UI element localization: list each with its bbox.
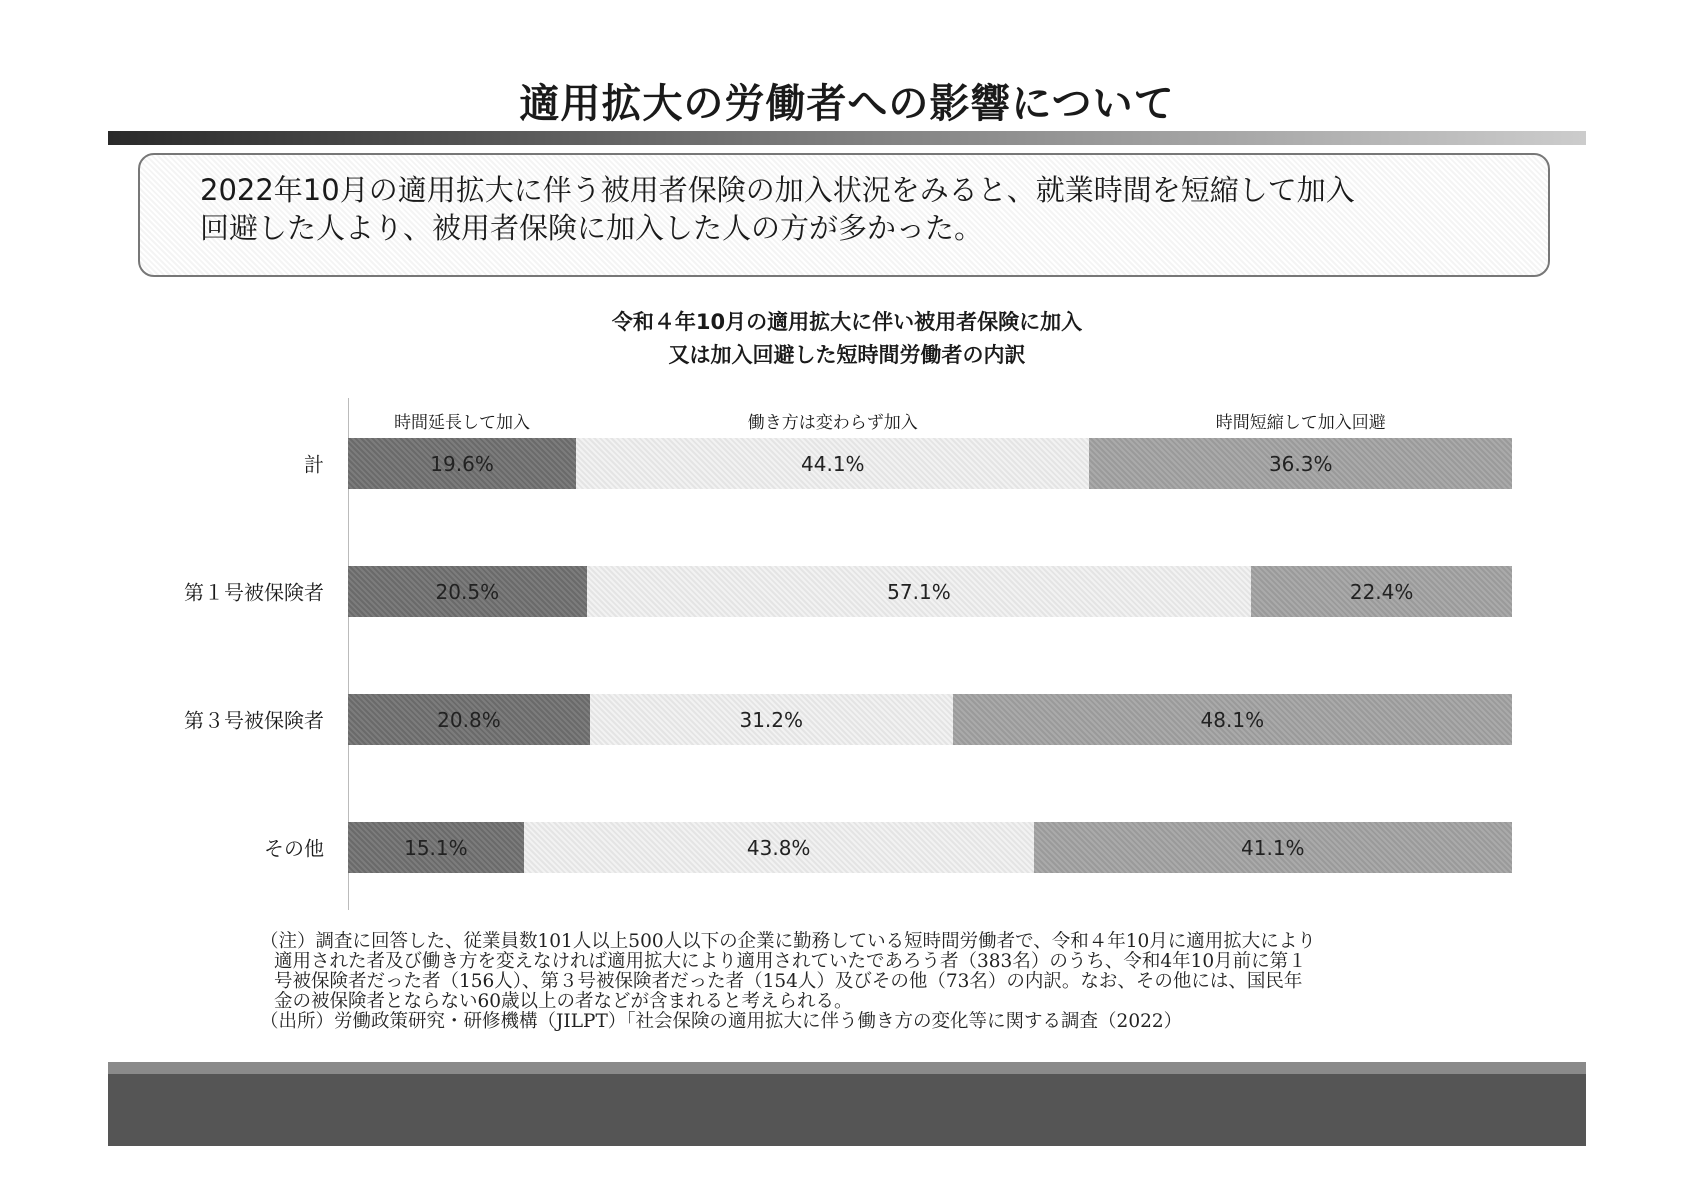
bar-segment-data-label: 43.8% (524, 822, 1034, 873)
bar-segment-data-label: 36.3% (1089, 438, 1512, 489)
category-label: 第１号被保険者 (184, 580, 324, 605)
bar-segment-data-label: 44.1% (576, 438, 1089, 489)
bar-segment-data-label: 48.1% (953, 694, 1512, 745)
chart-title-line: 又は加入回避した短時間労働者の内訳 (668, 343, 1026, 367)
bar-segment-data-label: 20.8% (348, 694, 590, 745)
source-line: （出所）労働政策研究・研修機構（JILPT）「社会保険の適用拡大に伴う働き方の変化等に関する調査（2022） (260, 1011, 1183, 1032)
note-line: 号被保険者だった者（156人）、第３号被保険者だった者（154人）及びその他（73名）の内訳。なお、その他には、国民年 (274, 971, 1303, 992)
bar-segment-data-label: 31.2% (590, 694, 953, 745)
title-rule (108, 131, 1586, 145)
slide (108, 30, 1586, 1146)
chart-title-line: 令和４年10月の適用拡大に伴い被用者保険に加入 (611, 310, 1083, 334)
slide-title: 適用拡大の労働者への影響について (519, 81, 1175, 127)
bar-segment-data-label: 22.4% (1251, 566, 1512, 617)
category-label: 計 (304, 452, 324, 477)
chart-title (108, 306, 1586, 372)
category-label: 第３号被保険者 (184, 708, 324, 733)
bar-segment-data-label: 41.1% (1034, 822, 1512, 873)
bar-segment-data-label: 15.1% (348, 822, 524, 873)
footer-band (108, 1062, 1586, 1146)
bar-segment-data-label: 19.6% (348, 438, 576, 489)
category-label: その他 (264, 836, 324, 861)
legend-label: 働き方は変わらず加入 (747, 413, 918, 433)
legend-label: 時間短縮して加入回避 (1215, 413, 1386, 433)
note-line: （注）調査に回答した、従業員数101人以上500人以下の企業に勤務している短時間労働者で、令和４年10月に適用拡大により (260, 931, 1316, 952)
summary-box (138, 153, 1550, 277)
bar-segment-data-label: 57.1% (587, 566, 1252, 617)
legend-label: 時間延長して加入 (394, 413, 531, 433)
bar-segment-data-label: 20.5% (348, 566, 587, 617)
notes (260, 932, 1316, 1032)
summary-line: 回避した人より、被用者保険に加入した人の方が多かった。 (200, 211, 984, 245)
note-line: 適用された者及び働き方を変えなければ適用拡大により適用されていたであろう者（383名）のうち、令和4年10月前に第１ (274, 951, 1307, 972)
note-line: 金の被保険者とならない60歳以上の者などが含まれると考えられる。 (274, 991, 853, 1012)
summary-line: 2022年10月の適用拡大に伴う被用者保険の加入状況をみると、就業時間を短縮して加入 (200, 173, 1355, 207)
